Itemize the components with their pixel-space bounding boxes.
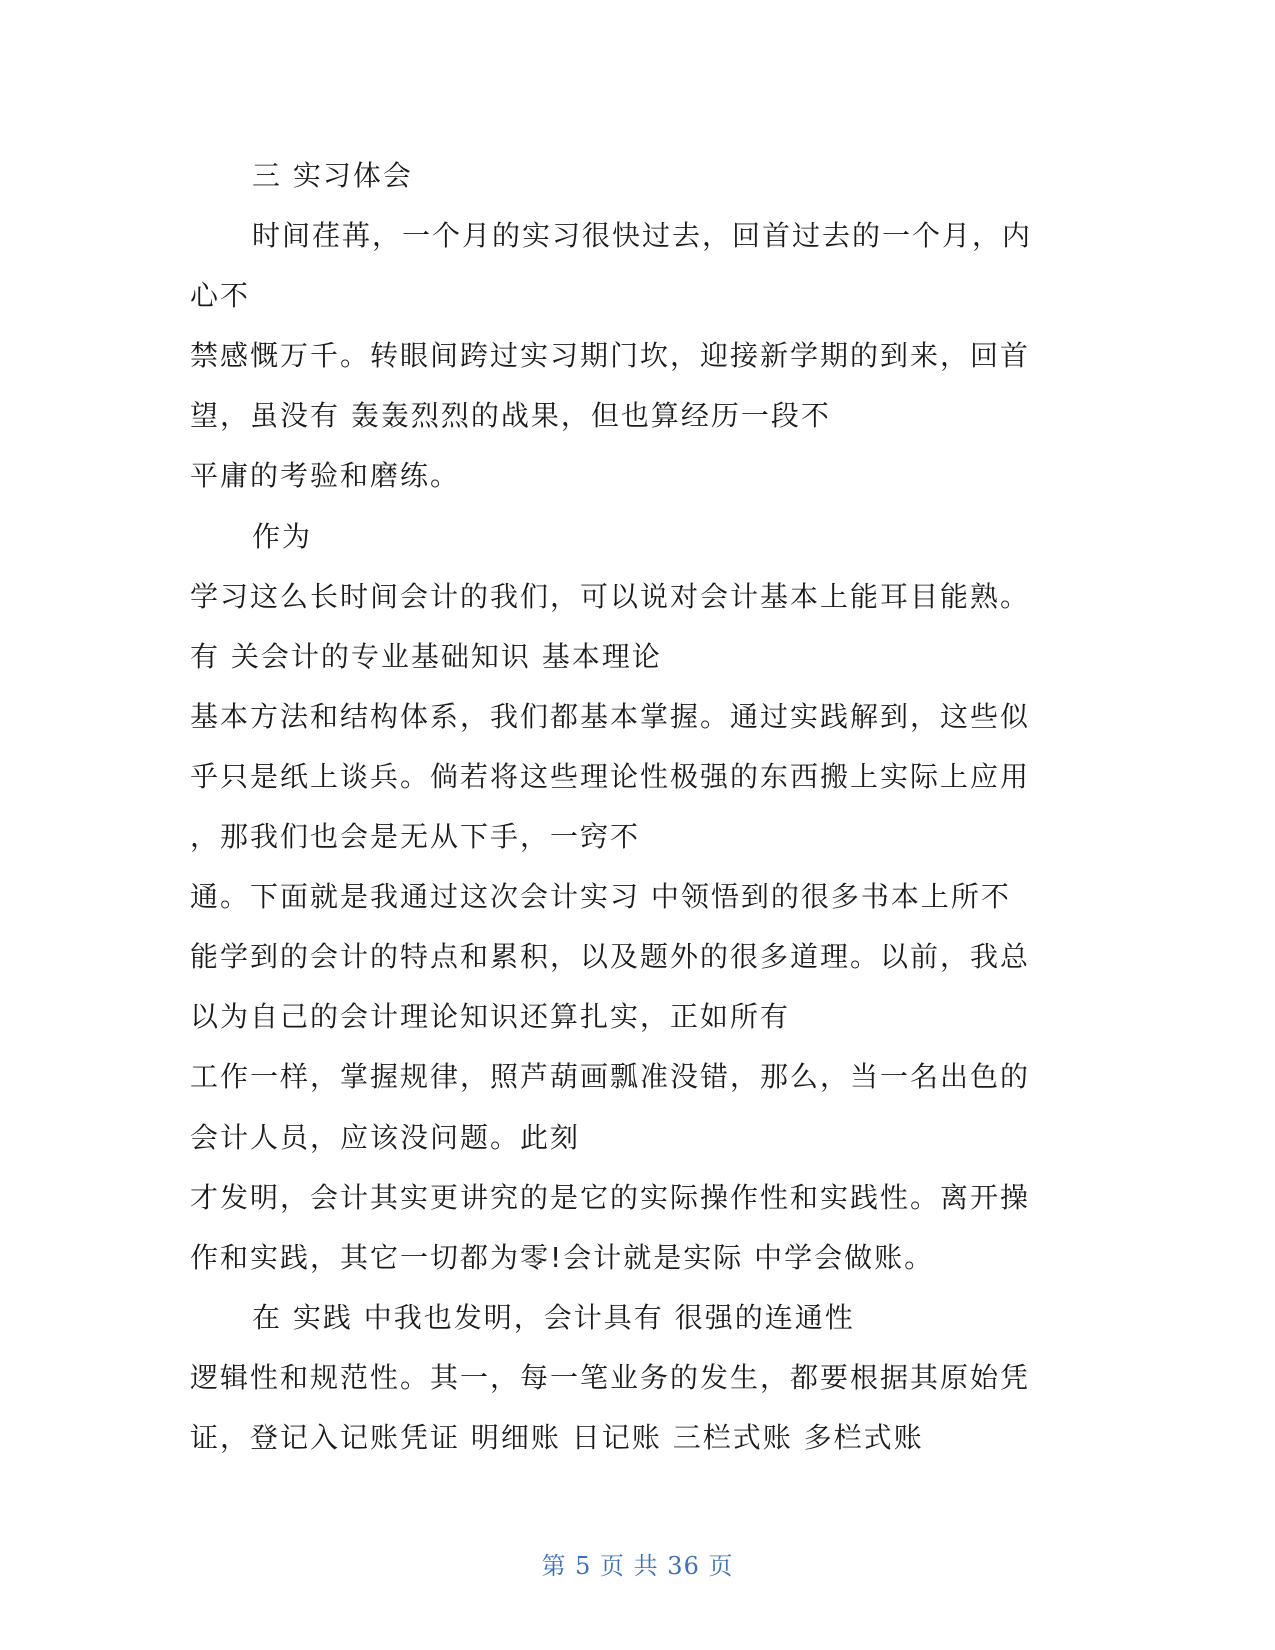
text-line: 才发明，会计其实更讲究的是它的实际操作性和实践性。离开操 xyxy=(190,1180,1031,1214)
text-line: 作和实践，其它一切都为零!会计就是实际 中学会做账。 xyxy=(190,1240,935,1274)
text-line: 心不 xyxy=(190,279,251,313)
text-line: 逻辑性和规范性。其一，每一笔业务的发生，都要根据其原始凭 xyxy=(190,1360,1031,1394)
page-number-footer: 第 5 页 共 36 页 xyxy=(541,1552,734,1580)
text-line: 作为 xyxy=(252,519,313,553)
text-line: 平庸的考验和磨练。 xyxy=(190,459,461,493)
text-line: 望，虽没有 轰轰烈烈的战果，但也算经历一段不 xyxy=(190,399,831,433)
text-line: 通。下面就是我通过这次会计实习 中领悟到的很多书本上所不 xyxy=(190,880,1011,914)
text-line: 基本方法和结构体系，我们都基本掌握。通过实践解到，这些似 xyxy=(190,699,1031,733)
text-line: 学习这么长时间会计的我们，可以说对会计基本上能耳目能熟。 xyxy=(190,579,1031,613)
text-line: 三 实习体会 xyxy=(252,159,413,192)
text-line: 乎只是纸上谈兵。倘若将这些理论性极强的东西搬上实际上应用 xyxy=(190,759,1031,793)
text-line: 以为自己的会计理论知识还算扎实，正如所有 xyxy=(190,1000,791,1034)
text-line: 会计人员，应该没问题。此刻 xyxy=(190,1120,581,1154)
text-line: 时间荏苒，一个月的实习很快过去，回首过去的一个月，内 xyxy=(252,219,1033,253)
text-line: 能学到的会计的特点和累积，以及题外的很多道理。以前，我总 xyxy=(190,940,1031,974)
text-line: 在 实践 中我也发明，会计具有 很强的连通性 xyxy=(252,1300,855,1334)
text-line: ，那我们也会是无从下手，一窍不 xyxy=(190,820,641,854)
body-text xyxy=(190,146,1070,1468)
text-line: 有 关会计的专业基础知识 基本理论 xyxy=(190,639,662,673)
text-line: 工作一样，掌握规律，照芦葫画瓢准没错，那么，当一名出色的 xyxy=(190,1060,1031,1094)
text-line: 证，登记入记账凭证 明细账 日记账 三栏式账 多栏式账 xyxy=(190,1420,924,1454)
text-line: 禁感慨万千。转眼间跨过实习期门坎，迎接新学期的到来，回首 xyxy=(190,339,1031,373)
